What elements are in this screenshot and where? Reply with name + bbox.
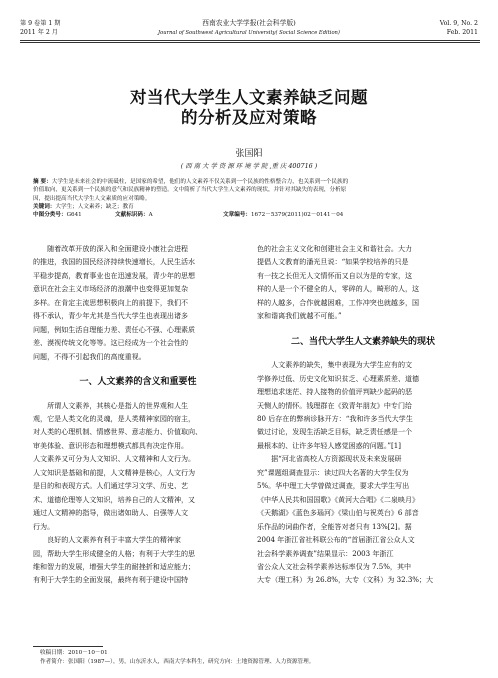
section-1-heading: 一、人文素养的含义和重要性 [79,377,197,388]
text-line: 《中华人民共和国国歌》《黄河大合唱》《二泉映月》 [257,494,420,504]
clc-code: G641 [66,212,82,219]
article-no: 1672－5379(2011)02－0141－04 [250,212,344,219]
text-line: 得不承认，青少年尤其是当代大学生也表现出诸多 [33,311,189,321]
journal-title-cn: 西南农业大学学报(社会科学版) [202,19,296,27]
text-line: 审美体验、意识形态和理想模式都具有决定作用。 [33,440,189,450]
issue-date-en: Feb. 2011 [446,29,478,36]
volume-issue-en: Vol. 9, No. 2 [439,20,478,27]
text-line: 问题，不得不引起我们的高度重视。 [33,351,146,361]
text-line: 平稳步提高，教育事业也在迅速发展，青少年的思想 [33,270,196,280]
text-line: 样的人是一个不健全的人，零碎的人，畸形的人，这 [257,284,420,294]
continued-paragraph [257,242,469,323]
footnote-rule [33,646,103,647]
text-line: 园，帮助大学生形成健全的人格；有利于大学生的思 [33,548,196,558]
abstract-line: 价值取向，更关系到一个民族的意气和民族精神的塑造。文中简析了当代大学生人文素养的现状，并针对其缺失的表现，分析原 [33,187,347,194]
author-name: 张国阳 [235,149,263,159]
abstract-line: 因，提出提高当代大学生人文素质的应对策略。 [33,195,151,202]
text-line: 家和谐离我们就越不可能。” [257,311,342,321]
text-line: 色的社会主义文化和创建社会主义和谐社会。大力 [257,244,413,253]
header-rule-double [20,42,480,43]
text-line: 最根本的、让许多年轻人感觉困惑的问题。”[1] [257,440,401,450]
text-line: 据“河北省高校人方资源现状及未来发展研 [271,454,402,464]
intro-paragraph [33,242,243,363]
right-column [257,242,469,587]
abstract-block [33,178,473,220]
text-line: 学修养过低、历史文化知识贫乏、心理素质差、道德 [257,373,420,383]
header-rule [20,40,480,41]
doc-code: A [148,212,153,219]
text-line: 问题，例如生活自理能力差、责任心不强、心理素质 [33,324,196,334]
text-line: 2004 年浙江省社科联公布的“首届浙江省公众人文 [257,535,415,545]
doc-code-label: 文献标识码： [115,212,149,219]
text-line: 做过讨论，发现生活缺乏目标，缺乏责任感是一个 [257,427,413,437]
text-line: 随着改革开放的深入和全面建设小康社会进程 [47,244,189,253]
article-title-line-2: 的分析及应对策略 [181,108,317,127]
text-line: 有利于大学生的全面发展，最终有利于建设中国特 [33,575,189,585]
left-column [33,242,243,587]
volume-issue-cn: 第 9 卷第 1 期 [20,20,61,27]
text-line: 有一技之长但无人文情怀而又自以为是的专家，这 [257,270,413,280]
text-line: 80 后存在的弊病诊脉开方：“我和许多当代大学生 [257,413,413,423]
author-bio: 作者简介：张国阳（1987—），男，山东沂水人，西南大学本科生，研究方向：土地资源管理、人力资源管理。 [40,659,315,665]
text-line: 究”课题组调查显示：读过四大名著的大学生仅为 [257,467,409,477]
text-line: 是目的和表现方式。人们通过学习文学、历史、艺 [33,481,189,491]
section-2-heading: 二、当代大学生人文素养缺失的现状 [290,336,435,347]
article-no-label: 文章编号： [223,212,251,219]
text-line: 样的人越多，合作就越困难，工作冲突也就越多，国 [257,297,420,307]
received-date: 收稿日期：2010－10－01 [40,650,108,656]
issue-date-cn: 2011 年 2 月 [20,29,58,36]
text-line: 所谓人文素养，其核心是指人的世界观和人生 [47,400,189,410]
text-line: 对人类的心理机制、情感世界、意志能力、价值取向、 [33,427,203,437]
text-line: 大专（理工科）为 26.8%，大专（文科）为 32.3%；大 [257,575,434,585]
text-line: 意识在社会主义市场经济的浪潮中也变得更加复杂 [33,284,189,294]
text-line: 理想追求迷茫、持人接物的价值评判缺少起码的恶 [257,387,413,397]
clc-label: 中图分类号： [33,212,67,219]
article-title-line-1: 对当代大学生人文素养缺乏问题 [130,88,368,107]
section-1-paragraph-1 [33,399,243,534]
text-line: 省公众人文社会科学素养达标率仅为 7.5%，其中 [257,561,412,571]
text-line: 通过人文精神的指导，做出诸如助人、自强等人文 [33,508,189,518]
section-1-paragraph-2 [33,533,243,587]
text-line: 术、道德伦理等人文知识，培养自己的人文精神，又 [33,494,196,504]
text-line: 社会科学素养调查”结果显示：2003 年浙江 [257,548,394,558]
abstract-line: 大学生是未来社会的中流砥柱，是国家的希望，他们的人文素养不仅关系到一个民族的性格整合力，也关系到一个民族的 [51,179,349,185]
keywords: 大学生；人文素养；缺乏；教育 [55,203,134,210]
text-line: 的推进，我国的国民经济持续快速增长，人民生活水 [33,257,196,267]
keywords-label: 关键词： [33,203,56,210]
text-line: 人文素养又可分为人文知识、人文精神和人文行为。 [33,454,196,464]
text-line: 差、漠视传统文化等等。这已经成为一个社会性的 [33,338,189,348]
text-line: 人文知识是基础和前提，人文精神是核心，人文行为 [33,467,196,477]
text-line: 提倡人文教育的潘光旦说：“如果学校培养的只是 [257,257,409,267]
text-line: 《天鹅湖》《蓝色多瑙河》《梁山伯与祝英台》6 部音 [257,508,419,518]
journal-title-en: Journal of Southwest Agricultural University( Social Science Edition) [158,30,340,36]
text-line: 天恻人的情怀。钱理群在《致青年朋友》中专门给 [257,400,413,410]
text-line: 行为。 [33,521,55,531]
text-line: 良好的人文素养有利于丰富大学生的精神家 [47,535,181,545]
text-line: 乐作品的词曲作者，全能答对者只有 13%[2]。据 [257,521,412,531]
author-affiliation: ( 西 南 大 学 资 源 环 境 学 院 ,重 庆 400716 ) [180,162,318,170]
text-line: 维和智力的发展，增强大学生的耐挫折和适应能力； [33,561,196,571]
text-line: 人文素养的缺失，集中表现为大学生应有的文 [271,360,413,370]
section-2-paragraph [257,358,469,587]
text-line: 多样。在肯定主流思想积极向上的前提下，我们不 [33,297,189,307]
abstract-label: 摘 要： [33,179,52,185]
text-line: 观，它是人类文化的灵魂，是人类精神家园的宿主， [33,413,196,423]
text-line: 5%。华中理工大学曾做过调查，要求大学生写出 [257,481,410,491]
